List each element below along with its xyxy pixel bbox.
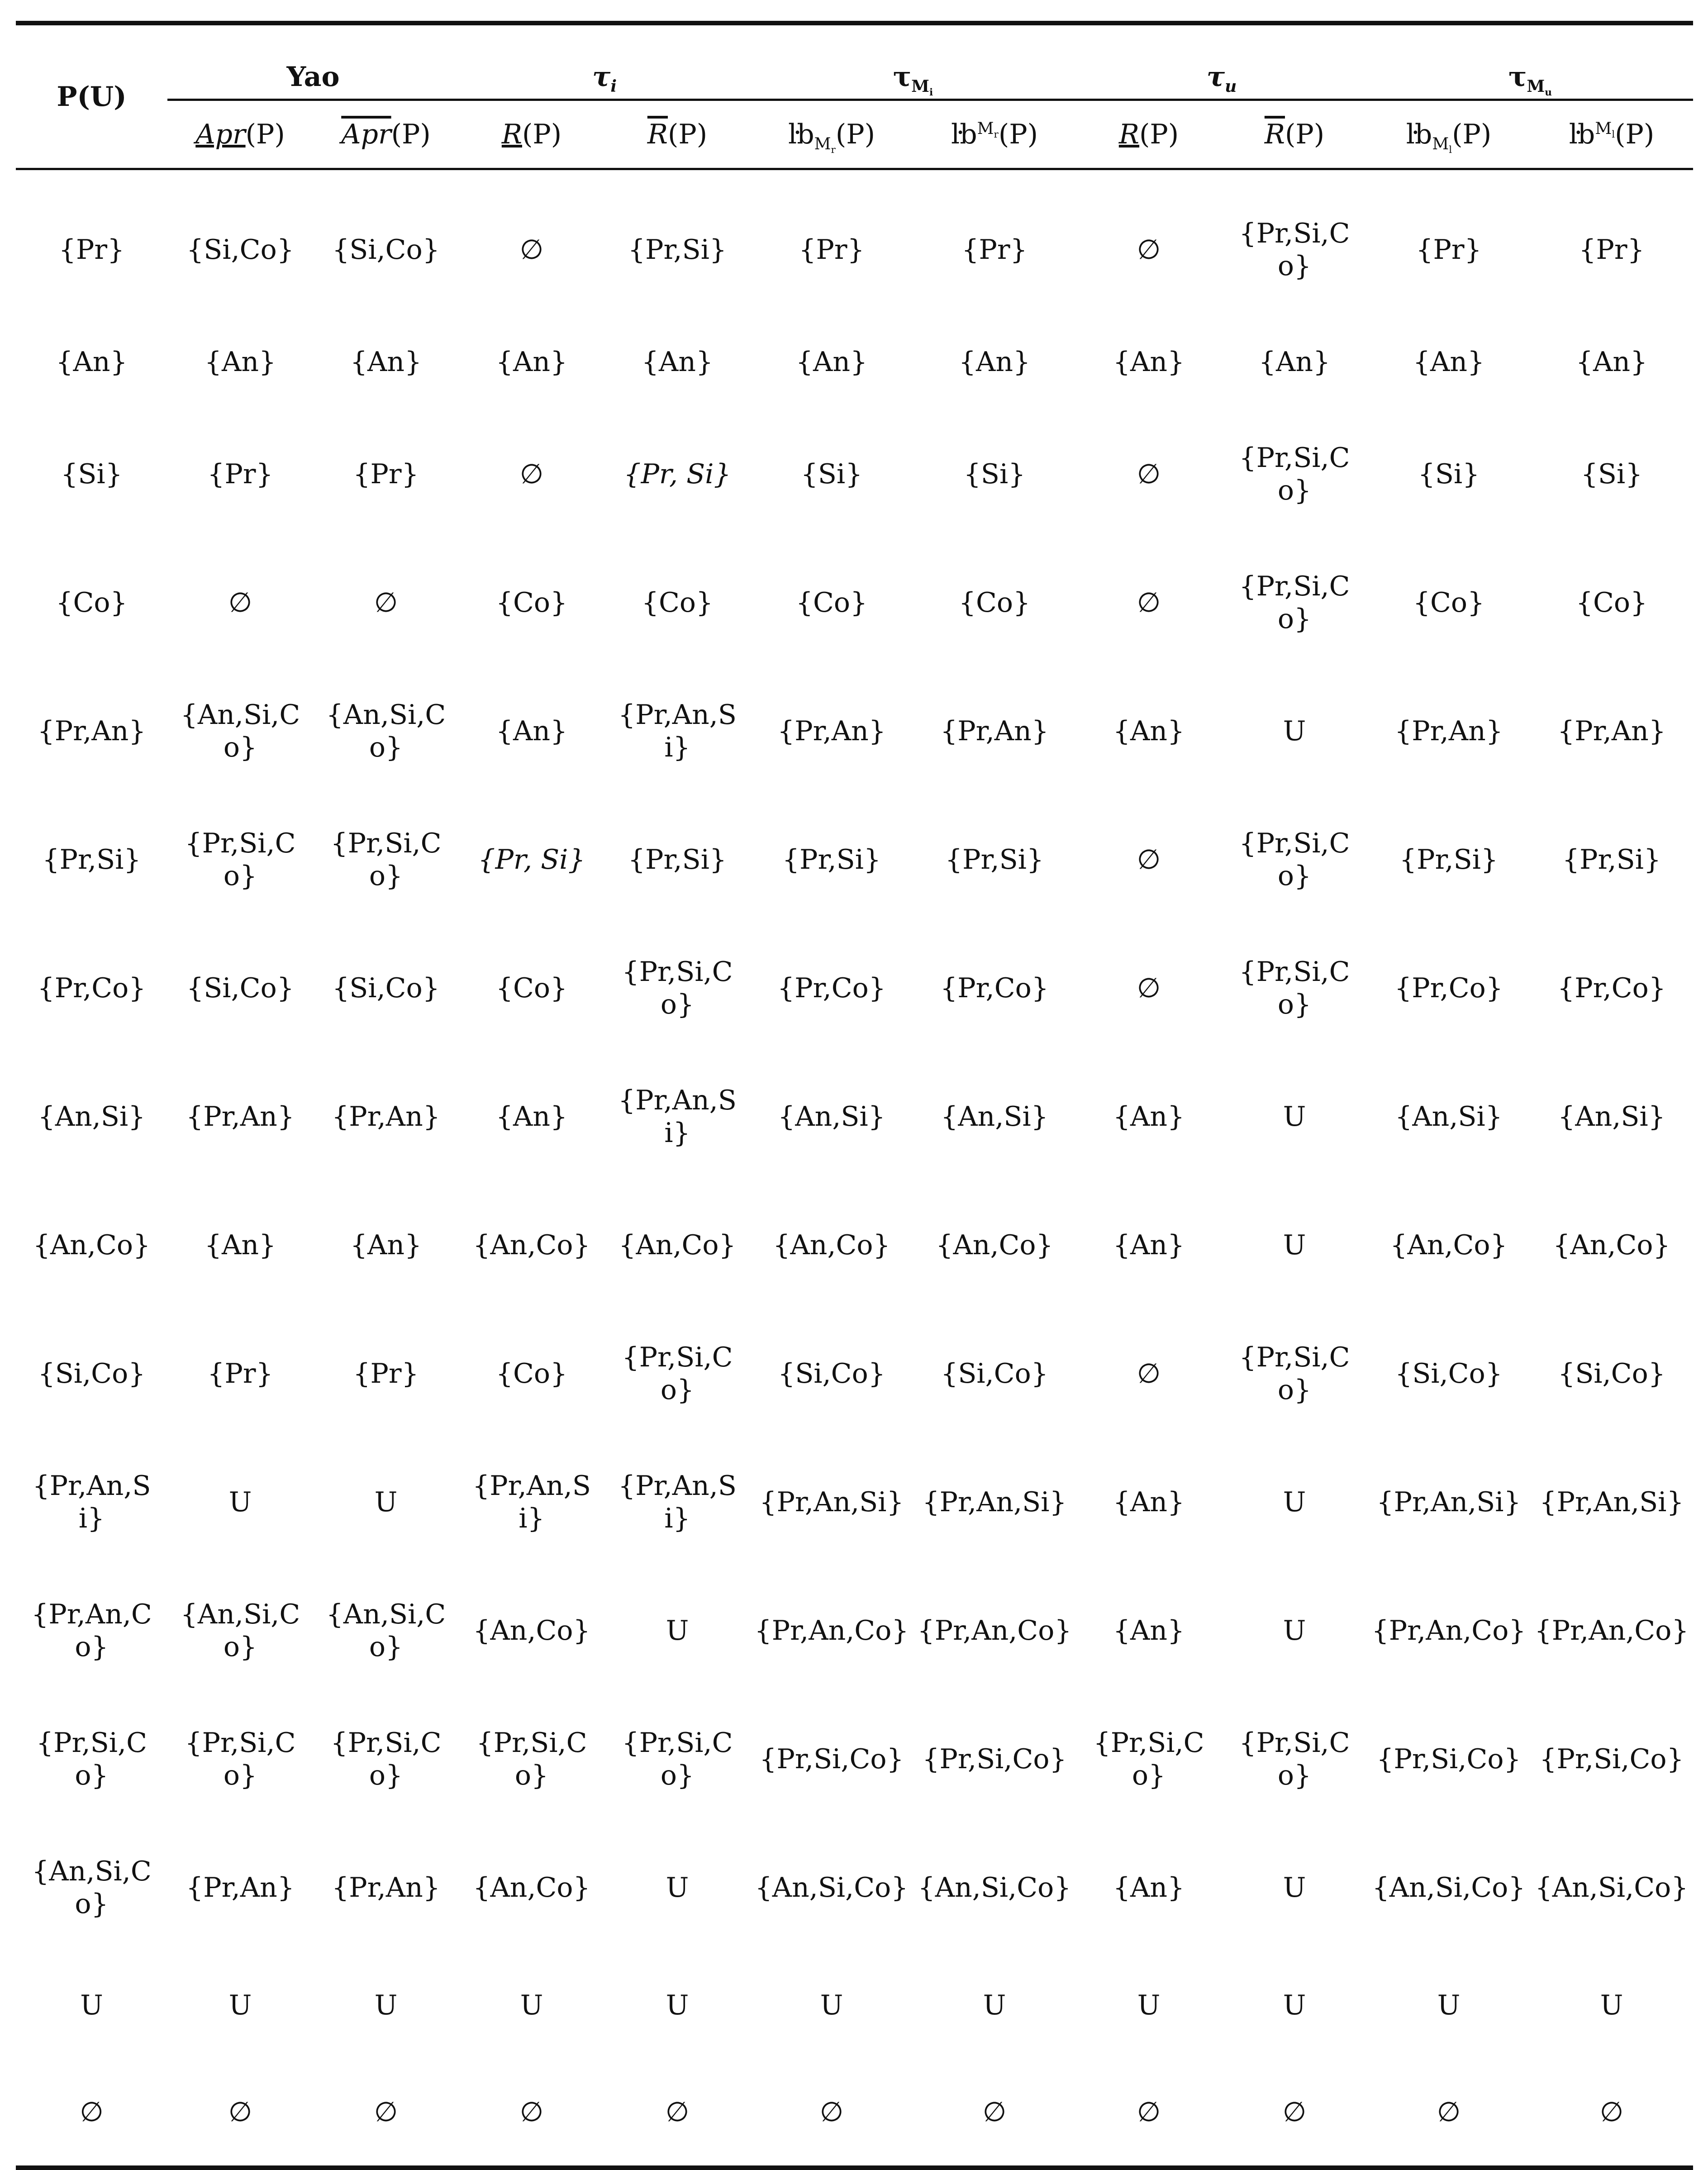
table-row <box>16 314 1693 410</box>
table-cell: {An} <box>1113 1229 1185 1261</box>
table-cell: ∅ <box>1137 972 1161 1004</box>
table-cell: {Pr,Si,Co} <box>622 956 733 1020</box>
table-cell: {Pr,Si,Co} <box>1239 1727 1350 1791</box>
table-cell: {Pr} <box>961 234 1028 266</box>
table-cell: ∅ <box>913 2059 1076 2168</box>
table-row <box>16 2059 1693 2168</box>
table-cell: {An} <box>204 346 276 378</box>
table-cell: {Pr} <box>1416 234 1482 266</box>
group-sub-tau-mi: M <box>911 77 930 96</box>
subhead-supsub: l <box>1612 129 1615 141</box>
table-cell: {An} <box>1413 346 1485 378</box>
table-cell: {Si} <box>800 458 863 490</box>
table-cell: {Si} <box>963 458 1026 490</box>
table-cell: {An,Si,Co} <box>180 1599 300 1663</box>
table-cell: {Pr,An} <box>332 1872 440 1904</box>
table-row <box>16 1052 1693 1181</box>
table-cell: {An} <box>958 346 1031 378</box>
table-cell: {Pr,An,Si} <box>472 1470 591 1534</box>
table-row <box>16 1566 1693 1695</box>
table-cell: U <box>666 1615 689 1647</box>
table-cell: {Pr,An,Si} <box>618 1470 737 1534</box>
table-cell: U <box>983 1989 1006 2021</box>
table-cell: {Co} <box>641 587 714 619</box>
table-cell: {An,Si,Co} <box>180 699 300 763</box>
table-cell: {An,Co} <box>936 1229 1053 1261</box>
table-cell: {Pr,Si,Co} <box>185 828 296 892</box>
subhead-base: $\overline{R}$ <box>1264 119 1285 150</box>
subhead-base: R <box>1118 119 1140 150</box>
table-cell: {An,Co} <box>1390 1229 1508 1261</box>
table-cell: {Pr, Si} <box>478 844 585 876</box>
table-row <box>16 795 1693 924</box>
table-cell: {Pr,An,Si} <box>618 699 737 763</box>
table-cell: ∅ <box>313 2059 459 2168</box>
table-cell: U <box>666 1872 689 1904</box>
table-cell: {Pr,An,Si} <box>618 1085 737 1149</box>
subhead-arg: (P) <box>245 119 285 150</box>
table-cell: {Pr,An} <box>940 715 1049 747</box>
table-cell: {An,Si,Co} <box>918 1872 1071 1904</box>
table-cell: {An,Co} <box>473 1229 590 1261</box>
table-row <box>16 1438 1693 1566</box>
subhead-base: ŀb <box>1569 119 1595 150</box>
subhead-arg: (P) <box>1615 119 1655 150</box>
table-cell: {An,Si,Co} <box>755 1872 909 1904</box>
table-cell: {Pr,Si,Co} <box>1539 1743 1684 1775</box>
group-symbol-tau-i: τ <box>592 61 611 93</box>
header-group-tau-i <box>459 23 750 100</box>
table-cell: {Si,Co} <box>778 1358 885 1390</box>
table-cell: {Pr} <box>353 458 419 490</box>
table-cell: ∅ <box>167 2059 313 2168</box>
table-cell: {An,Co} <box>1553 1229 1670 1261</box>
table-cell: {An} <box>1113 346 1185 378</box>
table-cell: {Pr} <box>1579 234 1645 266</box>
header-group-row <box>16 23 1693 100</box>
row-subset-cell: {Si,Co} <box>38 1358 146 1390</box>
table-cell: {An,Si,Co} <box>326 699 446 763</box>
table-cell: {An} <box>350 346 422 378</box>
subhead-arg: (P) <box>1285 119 1325 150</box>
table-cell: ∅ <box>750 2059 913 2168</box>
table-cell: {Pr,An,Co} <box>1371 1615 1526 1647</box>
table-cell: {Co} <box>495 1358 568 1390</box>
table-cell: {An,Si,Co} <box>1372 1872 1526 1904</box>
table-cell: U <box>374 1989 398 2021</box>
row-subset-cell: {An,Co} <box>33 1229 151 1261</box>
table-cell: ∅ <box>1367 2059 1530 2168</box>
table-cell: {Pr,Si,Co} <box>1376 1743 1521 1775</box>
table-row <box>16 924 1693 1052</box>
table-cell: {Pr,Si,Co} <box>622 1727 733 1791</box>
table-cell: {Si} <box>1418 458 1480 490</box>
table-row <box>16 1952 1693 2059</box>
table-cell: {Co} <box>1413 587 1485 619</box>
subhead-arg: (P) <box>1139 119 1179 150</box>
table-cell: ∅ <box>604 2059 750 2168</box>
subhead-arg: (P) <box>522 119 562 150</box>
table-cell: ∅ <box>519 234 544 266</box>
subhead-arg: (P) <box>835 119 875 150</box>
table-cell: {Pr,Si,Co} <box>1239 956 1350 1020</box>
table-cell: U <box>1137 1989 1161 2021</box>
row-subset-cell: {Pr,Si} <box>42 844 141 876</box>
subhead-tau-mu-upper <box>1530 100 1693 169</box>
table-cell: {Pr,Si,Co} <box>330 828 442 892</box>
table-cell: {Pr,An,Co} <box>754 1615 909 1647</box>
subhead-subsub: l <box>1449 144 1452 156</box>
table-cell: U <box>228 1989 252 2021</box>
header-pu: P(U) <box>16 23 167 169</box>
table-cell: ∅ <box>459 2059 604 2168</box>
table-body <box>16 169 1693 2168</box>
table-cell: {An} <box>495 1101 568 1133</box>
table-cell: U <box>1283 1229 1306 1261</box>
table-cell: ∅ <box>1076 2059 1222 2168</box>
table-cell: {Pr,Si,Co} <box>1239 828 1350 892</box>
subhead-base: ŀb <box>951 119 977 150</box>
subhead-tau-i-lower <box>459 100 604 169</box>
subhead-arg: (P) <box>668 119 708 150</box>
table-cell: {Pr,Co} <box>1394 972 1503 1004</box>
table-row <box>16 410 1693 538</box>
header-subcolumn-row <box>16 100 1693 169</box>
subhead-base: Apr <box>195 119 246 150</box>
table-cell: {An} <box>641 346 714 378</box>
header-group-tau-mu <box>1367 23 1693 100</box>
table-cell: U <box>820 1989 843 2021</box>
subhead-tau-mi-upper <box>913 100 1076 169</box>
table-cell: {Pr,An} <box>1557 715 1666 747</box>
table-cell: {An} <box>1113 715 1185 747</box>
subhead-subsub: r <box>831 144 836 156</box>
subhead-base: $\overline{Apr}$ <box>341 119 391 150</box>
table-cell: {Si,Co} <box>186 234 294 266</box>
spacer-cell <box>16 169 1693 186</box>
table-cell: {Si,Co} <box>332 972 440 1004</box>
table-cell: U <box>1283 1486 1306 1518</box>
table-cell: ∅ <box>1137 458 1161 490</box>
table-cell: {An} <box>495 346 568 378</box>
group-symbol-tau-mu: τ <box>1508 61 1527 93</box>
table-cell: {Si,Co} <box>1558 1358 1665 1390</box>
table-cell: {An} <box>1113 1486 1185 1518</box>
table-cell: {An} <box>1258 346 1331 378</box>
table-cell: {Co} <box>495 972 568 1004</box>
table-cell: {Co} <box>1575 587 1648 619</box>
subhead-sub: M <box>1432 135 1449 153</box>
subhead-tau-mu-lower <box>1367 100 1530 169</box>
subhead-tau-u-lower <box>1076 100 1222 169</box>
table-cell: {Pr,Si} <box>945 844 1044 876</box>
table-cell: {Pr,Si} <box>628 844 727 876</box>
table-cell: {Pr,Si,Co} <box>185 1727 296 1791</box>
table-cell: U <box>228 1486 252 1518</box>
table-cell: U <box>1283 1101 1306 1133</box>
table-row <box>16 1309 1693 1438</box>
table-cell: {An} <box>795 346 868 378</box>
table-cell: {Pr,Si,Co} <box>1239 218 1350 282</box>
table-cell: {Pr,An} <box>332 1101 440 1133</box>
table-cell: {An} <box>1113 1615 1185 1647</box>
table-cell: ∅ <box>228 587 252 619</box>
table-cell: {Pr,Si,Co} <box>622 1342 733 1406</box>
table-cell: ∅ <box>1137 587 1161 619</box>
table-cell: {Pr,An,Co} <box>1534 1615 1689 1647</box>
row-subset-cell: {Co} <box>56 587 128 619</box>
body-top-spacer <box>16 169 1693 186</box>
header-group-tau-u <box>1076 23 1367 100</box>
group-sub-tau-u: u <box>1225 77 1237 96</box>
table-cell: {An} <box>204 1229 276 1261</box>
table-cell: {Pr} <box>207 1358 273 1390</box>
subhead-sub: M <box>814 135 831 153</box>
group-label-yao: Yao <box>286 61 340 93</box>
table-cell: U <box>520 1989 543 2021</box>
table-cell: {An,Si} <box>941 1101 1048 1133</box>
table-cell: {Pr,Si} <box>1399 844 1499 876</box>
subhead-arg: (P) <box>998 119 1038 150</box>
subhead-base: $\overline{R}$ <box>647 119 668 150</box>
group-sub-tau-mu: M <box>1527 77 1545 96</box>
group-sub-tau-i: i <box>610 77 617 96</box>
rough-approximation-table <box>16 21 1693 2170</box>
subhead-yao-upper <box>313 100 459 169</box>
table-row <box>16 667 1693 795</box>
table-cell: {Pr,An,Si} <box>922 1486 1067 1518</box>
table-cell: {Si,Co} <box>186 972 294 1004</box>
table-cell: {Si} <box>1580 458 1643 490</box>
table-cell: {An,Co} <box>618 1229 736 1261</box>
header-group-tau-mi <box>750 23 1076 100</box>
table-cell: {Pr} <box>799 234 865 266</box>
table-cell: U <box>1283 715 1306 747</box>
table-cell: {Pr,An} <box>777 715 886 747</box>
table-row <box>16 1181 1693 1309</box>
table-cell: {An,Si} <box>778 1101 885 1133</box>
table-row <box>16 186 1693 314</box>
row-subset-cell: {Pr,An,Co} <box>31 1599 152 1663</box>
table-cell: {Pr,An} <box>1394 715 1503 747</box>
group-symbol-tau-u: τ <box>1206 61 1225 93</box>
header-group-yao <box>167 23 459 100</box>
table-cell: {Pr,Si,Co} <box>1239 442 1350 506</box>
table-cell: {An,Co} <box>473 1615 590 1647</box>
table-row <box>16 1823 1693 1952</box>
row-subset-cell: {Pr,An,Si} <box>32 1470 151 1534</box>
table-cell: ∅ <box>1137 234 1161 266</box>
subhead-arg: (P) <box>391 119 431 150</box>
subhead-base: R <box>501 119 523 150</box>
table-cell: {Pr} <box>207 458 273 490</box>
table-cell: {Pr,Si} <box>628 234 727 266</box>
row-subset-cell: {Pr} <box>58 234 125 266</box>
table-cell: {An,Si} <box>1558 1101 1665 1133</box>
table-cell: ∅ <box>1530 2059 1693 2168</box>
row-subset-cell: {Pr,Co} <box>37 972 146 1004</box>
table-cell: {Pr,Si,Co} <box>476 1727 587 1791</box>
table-cell: U <box>374 1486 398 1518</box>
table-cell: {Co} <box>495 587 568 619</box>
table-cell: {An,Si,Co} <box>326 1599 446 1663</box>
table-cell: U <box>1283 1989 1306 2021</box>
table-cell: {Si,Co} <box>332 234 440 266</box>
table-cell: {Pr,Si} <box>782 844 881 876</box>
table-cell: ∅ <box>1137 1358 1161 1390</box>
table-cell: {Pr,Si,Co} <box>1093 1727 1204 1791</box>
table-cell: {Pr,An,Si} <box>1539 1486 1684 1518</box>
subhead-base: ŀb <box>788 119 814 150</box>
table-cell: {Pr,An,Si} <box>759 1486 904 1518</box>
subhead-tau-i-upper <box>604 100 750 169</box>
table-cell: {Pr,Si,Co} <box>1239 1342 1350 1406</box>
subhead-tau-u-upper <box>1222 100 1367 169</box>
table-cell: U <box>1600 1989 1623 2021</box>
table-cell: {Si,Co} <box>1395 1358 1503 1390</box>
table-cell: U <box>666 1989 689 2021</box>
table-cell: {An} <box>350 1229 422 1261</box>
table-cell: {Pr,Co} <box>1557 972 1666 1004</box>
table-cell: {Pr,An,Co} <box>917 1615 1072 1647</box>
table-cell: {An,Si} <box>1395 1101 1503 1133</box>
row-subset-cell: {An,Si,Co} <box>32 1856 152 1920</box>
subhead-base: ŀb <box>1406 119 1432 150</box>
table-cell: ∅ <box>374 587 398 619</box>
row-subset-cell: ∅ <box>16 2059 167 2168</box>
group-symbol-tau-mi: τ <box>893 61 912 93</box>
table-cell: {Pr, Si} <box>623 458 731 490</box>
row-subset-cell: {Pr,Si,Co} <box>36 1727 147 1791</box>
table-cell: {Pr} <box>353 1358 419 1390</box>
table-cell: {An} <box>1113 1101 1185 1133</box>
table-cell: {Pr,Si,Co} <box>922 1743 1067 1775</box>
table-cell: U <box>1437 1989 1461 2021</box>
subhead-sup: M <box>977 119 994 138</box>
table-cell: {Pr,Si} <box>1562 844 1661 876</box>
table-cell: {An} <box>495 715 568 747</box>
table-cell: ∅ <box>1137 844 1161 876</box>
table-cell: {An} <box>1575 346 1648 378</box>
table-cell: U <box>1283 1872 1306 1904</box>
table-cell: {Pr,Si,Co} <box>1239 571 1350 635</box>
row-subset-cell: {An,Si} <box>38 1101 146 1133</box>
subhead-yao-lower <box>167 100 313 169</box>
table-cell: {Pr,An} <box>186 1872 295 1904</box>
group-subsub-tau-mu: u <box>1545 87 1552 99</box>
table-cell: {An} <box>1113 1872 1185 1904</box>
table-cell: {Pr,Si,Co} <box>759 1743 904 1775</box>
table-cell: {An,Si,Co} <box>1535 1872 1689 1904</box>
table-row <box>16 538 1693 667</box>
subhead-arg: (P) <box>1452 119 1492 150</box>
table-header <box>16 23 1693 169</box>
subhead-tau-mi-lower <box>750 100 913 169</box>
table-cell: {Pr,An} <box>186 1101 295 1133</box>
table-cell: {Pr,Si,Co} <box>330 1727 442 1791</box>
table-cell: {An,Co} <box>473 1872 590 1904</box>
table-cell: ∅ <box>519 458 544 490</box>
table-cell: {An,Co} <box>773 1229 890 1261</box>
row-subset-cell: {Pr,An} <box>37 715 146 747</box>
table-cell: U <box>1283 1615 1306 1647</box>
table-row <box>16 1695 1693 1823</box>
table-cell: {Co} <box>958 587 1031 619</box>
table-cell: {Co} <box>795 587 868 619</box>
subhead-supsub: r <box>994 129 999 141</box>
row-subset-cell: {Si} <box>61 458 123 490</box>
row-subset-cell: U <box>80 1989 103 2021</box>
table-cell: ∅ <box>1222 2059 1367 2168</box>
subhead-sup: M <box>1595 119 1612 138</box>
table-cell: {Pr,Co} <box>940 972 1049 1004</box>
table-cell: {Pr,An,Si} <box>1376 1486 1521 1518</box>
table-cell: {Si,Co} <box>941 1358 1048 1390</box>
table-cell: {Pr,Co} <box>777 972 886 1004</box>
group-subsub-tau-mi: i <box>929 87 933 99</box>
row-subset-cell: {An} <box>56 346 128 378</box>
table-container <box>16 21 1692 2170</box>
